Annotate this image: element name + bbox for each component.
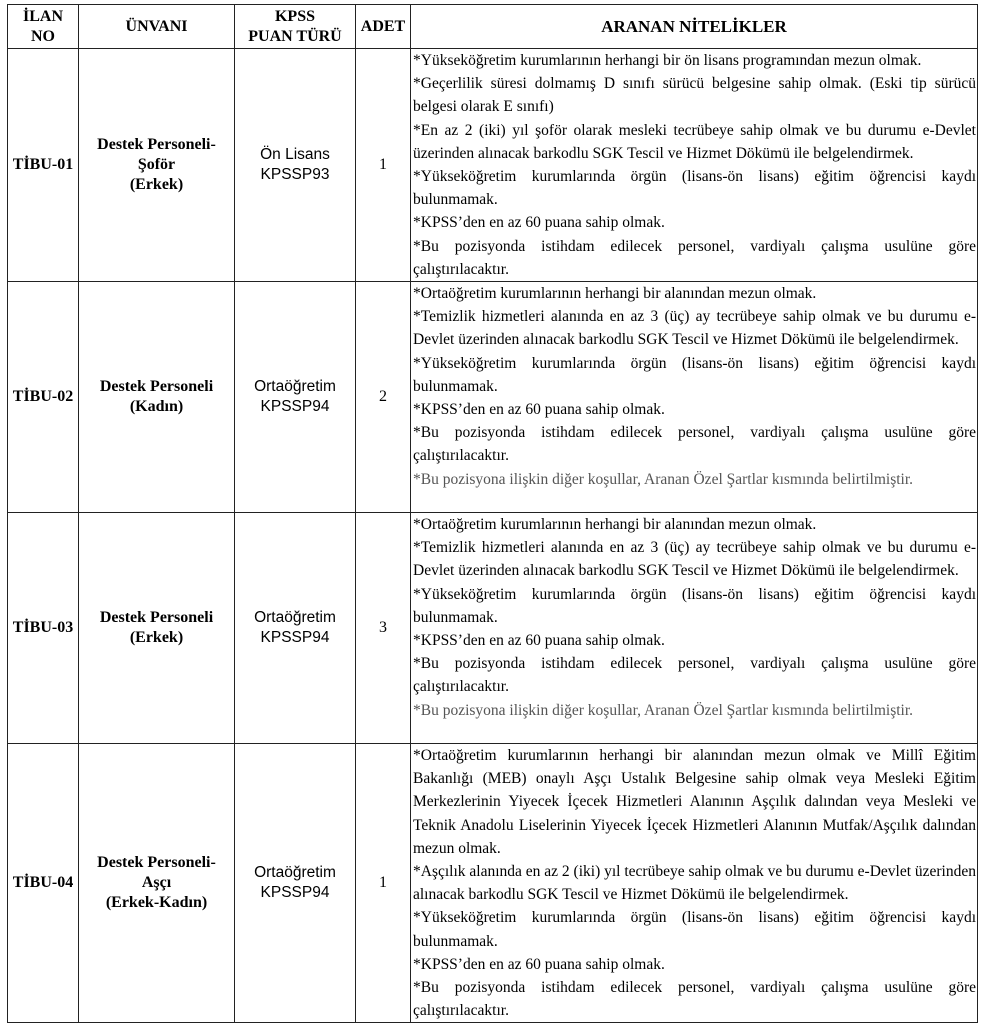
adet-cell: 1 xyxy=(356,49,411,282)
nitelik-item: *Bu pozisyonda istihdam edilecek personel, vardiyalı çalışma usulüne göre çalıştırılacaktır. xyxy=(413,655,976,696)
unvan-line: (Erkek) xyxy=(129,176,184,194)
nitelik-item: *Yükseköğretim kurumlarında örgün (lisans-ön lisans) eğitim öğrencisi kaydı bulunmamak. xyxy=(413,585,976,626)
nitelik-item: *KPSS’den en az 60 puana sahip olmak. xyxy=(413,632,665,650)
puan-turu-cell xyxy=(235,49,356,282)
table-row xyxy=(8,744,978,1023)
nitelik-item: *Yükseköğretim kurumlarında örgün (lisans-ön lisans) eğitim öğrencisi kaydı bulunmamak. xyxy=(413,909,976,950)
nitelikler-cell xyxy=(411,744,978,1023)
unvan-cell xyxy=(79,513,235,744)
puan-turu-cell xyxy=(235,744,356,1023)
ilan-no-cell: TİBU-01 xyxy=(8,49,79,282)
nitelik-item: *Aşçılık alanında en az 2 (iki) yıl tecrübeye sahip olmak ve bu durumu e-Devlet üzerinden alınacak barkodlu SGK Tescil ve Hizmet Dökümü ile belgelendirmek. xyxy=(413,863,976,904)
ilan-no-cell: TİBU-04 xyxy=(8,744,79,1023)
ilan-no-cell: TİBU-03 xyxy=(8,513,79,744)
unvan-line: Destek Personeli- xyxy=(97,136,216,154)
nitelik-item: *KPSS’den en az 60 puana sahip olmak. xyxy=(413,401,665,419)
puan-turu-line: Ortaöğretim xyxy=(254,378,336,396)
adet-cell: 3 xyxy=(356,513,411,744)
nitelik-item: *Ortaöğretim kurumlarının herhangi bir alanından mezun olmak. xyxy=(413,516,817,534)
puan-turu-line: KPSSP94 xyxy=(260,884,330,902)
nitelik-item: *Bu pozisyona ilişkin diğer koşullar, Aranan Özel Şartlar kısmında belirtilmiştir. xyxy=(413,470,914,488)
job-listing-document xyxy=(7,4,977,1023)
unvan-line: (Erkek) xyxy=(129,629,184,647)
nitelik-item: *En az 2 (iki) yıl şoför olarak mesleki tecrübeye sahip olmak ve bu durumu e-Devlet üzerinden alınacak barkodlu SGK Tescil ve Hizmet Dökümü ile belgelendirmek. xyxy=(413,121,976,162)
header-kpss-puan-turu: KPSS PUAN TÜRÜ xyxy=(235,5,356,49)
table-row xyxy=(8,282,978,513)
unvan-cell xyxy=(79,282,235,513)
puan-turu-line: KPSSP94 xyxy=(260,398,330,416)
nitelik-item: *Geçerlilik süresi dolmamış D sınıfı sürücü belgesine sahip olmak. (Eski tip sürücü belgesi olarak E sınıfı) xyxy=(413,75,976,116)
nitelik-item: *Yükseköğretim kurumlarında örgün (lisans-ön lisans) eğitim öğrencisi kaydı bulunmamak. xyxy=(413,354,976,395)
table-row xyxy=(8,49,978,282)
puan-turu-line: Ortaöğretim xyxy=(254,609,336,627)
header-aranan-nitelikler: ARANAN NİTELİKLER xyxy=(411,5,978,49)
nitelik-item: *Yükseköğretim kurumlarının herhangi bir ön lisans programından mezun olmak. xyxy=(413,52,922,69)
nitelikler-cell xyxy=(411,513,978,744)
unvan-line: Destek Personeli- xyxy=(97,854,216,872)
ilan-no-cell: TİBU-02 xyxy=(8,282,79,513)
nitelik-item: *Ortaöğretim kurumlarının herhangi bir alanından mezun olmak. xyxy=(413,285,817,303)
adet-cell: 1 xyxy=(356,744,411,1023)
puan-turu-line: Ön Lisans xyxy=(260,146,330,164)
unvan-line: Şoför xyxy=(137,156,176,174)
nitelik-item: *Yükseköğretim kurumlarında örgün (lisans-ön lisans) eğitim öğrencisi kaydı bulunmamak. xyxy=(413,168,976,209)
table-row xyxy=(8,513,978,744)
nitelik-item: *Temizlik hizmetleri alanında en az 3 (üç) ay tecrübeye sahip olmak ve bu durumu e-Devlet üzerinden alınacak barkodlu SGK Tescil ve Hizmet Dökümü ile belgelendirmek. xyxy=(413,539,976,580)
unvan-line: Aşçı xyxy=(141,874,172,892)
nitelik-item: *Temizlik hizmetleri alanında en az 3 (üç) ay tecrübeye sahip olmak ve bu durumu e-Devlet üzerinden alınacak barkodlu SGK Tescil ve Hizmet Dökümü ile belgelendirmek. xyxy=(413,308,976,349)
unvan-line: (Erkek-Kadın) xyxy=(105,894,208,912)
nitelik-item: *Bu pozisyonda istihdam edilecek personel, vardiyalı çalışma usulüne göre çalıştırılacaktır. xyxy=(413,237,976,278)
header-row xyxy=(8,5,978,49)
job-listing-table xyxy=(7,4,978,1023)
unvan-line: Destek Personeli xyxy=(99,378,214,396)
header-ilan-no: İLAN NO xyxy=(8,5,79,49)
nitelik-item: *Bu pozisyona ilişkin diğer koşullar, Aranan Özel Şartlar kısmında belirtilmiştir. xyxy=(413,701,914,719)
nitelikler-cell xyxy=(411,49,978,282)
nitelikler-cell xyxy=(411,282,978,513)
nitelik-item: *KPSS’den en az 60 puana sahip olmak. xyxy=(413,955,665,973)
nitelik-item: *Bu pozisyonda istihdam edilecek personel, vardiyalı çalışma usulüne göre çalıştırılacaktır. xyxy=(413,424,976,465)
table-body xyxy=(8,49,978,1023)
puan-turu-cell xyxy=(235,282,356,513)
unvan-line: (Kadın) xyxy=(129,398,184,416)
unvan-cell xyxy=(79,49,235,282)
nitelik-item: *Bu pozisyonda istihdam edilecek personel, vardiyalı çalışma usulüne göre çalıştırılacaktır. xyxy=(413,979,976,1020)
adet-cell: 2 xyxy=(356,282,411,513)
unvan-line: Destek Personeli xyxy=(99,609,214,627)
header-adet: ADET xyxy=(356,5,411,49)
nitelik-item: *Ortaöğretim kurumlarının herhangi bir alanından mezun olmak ve Millî Eğitim Bakanlığı (MEB) onaylı Aşçı Ustalık Belgesine sahip olmak veya Mesleki Eğitim Merkezlerinin Yiyecek İçecek Hizmetleri Alanının Aşçılık dalından veya Mesleki ve Teknik Anadolu Liselerinin Yiyecek İçecek Hizmetleri Alanının Mutfak/Aşçılık dalından mezun olmak. xyxy=(413,747,976,857)
header-unvani: ÜNVANI xyxy=(79,5,235,49)
puan-turu-cell xyxy=(235,513,356,744)
puan-turu-line: KPSSP93 xyxy=(260,166,330,184)
unvan-cell xyxy=(79,744,235,1023)
nitelik-item: *KPSS’den en az 60 puana sahip olmak. xyxy=(413,214,665,232)
puan-turu-line: Ortaöğretim xyxy=(254,864,336,882)
puan-turu-line: KPSSP94 xyxy=(260,629,330,647)
